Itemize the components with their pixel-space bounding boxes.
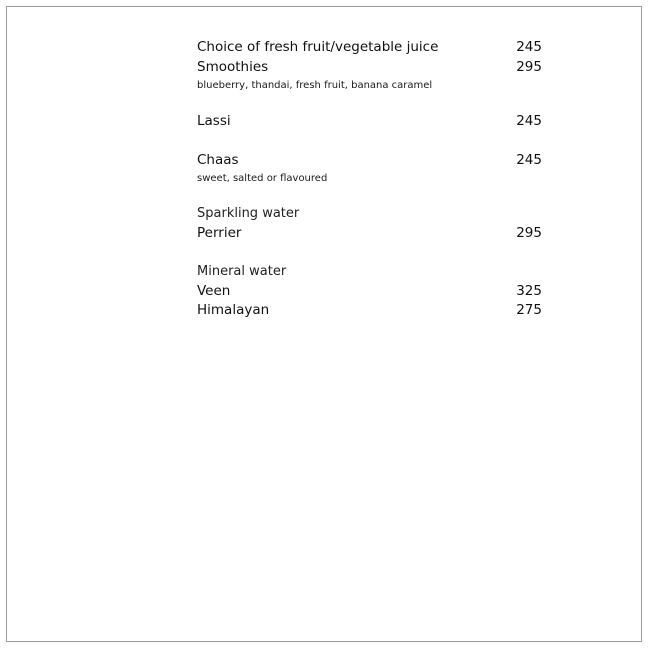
item-price: 295 [516,58,542,75]
item-name: Veen [197,282,231,299]
item-description: blueberry, thandai, fresh fruit, banana caramel [197,80,433,91]
menu-item-himalayan [197,301,542,321]
item-price: 245 [516,113,542,129]
item-price: 275 [516,302,542,318]
item-price: 245 [516,39,542,55]
item-description: sweet, salted or flavoured [197,173,328,184]
item-name: Himalayan [197,302,270,318]
item-name: Smoothies [197,58,269,75]
item-name: Chaas [197,151,239,168]
menu-item-perrier [197,224,542,244]
item-price: 245 [516,151,542,168]
item-name: Choice of fresh fruit/vegetable juice [197,39,439,55]
menu-item-lassi [197,112,542,132]
section-heading-sparkling-water: Sparkling water [197,206,300,221]
menu-item-smoothies [197,58,542,78]
menu-item-juice [197,38,542,58]
item-price: 295 [516,224,542,241]
item-name: Lassi [197,113,231,129]
menu-item-veen [197,282,542,302]
beverage-menu [197,38,542,321]
section-heading-mineral-water: Mineral water [197,264,287,279]
item-name: Perrier [197,224,242,241]
item-price: 325 [516,282,542,299]
menu-item-chaas [197,151,542,171]
